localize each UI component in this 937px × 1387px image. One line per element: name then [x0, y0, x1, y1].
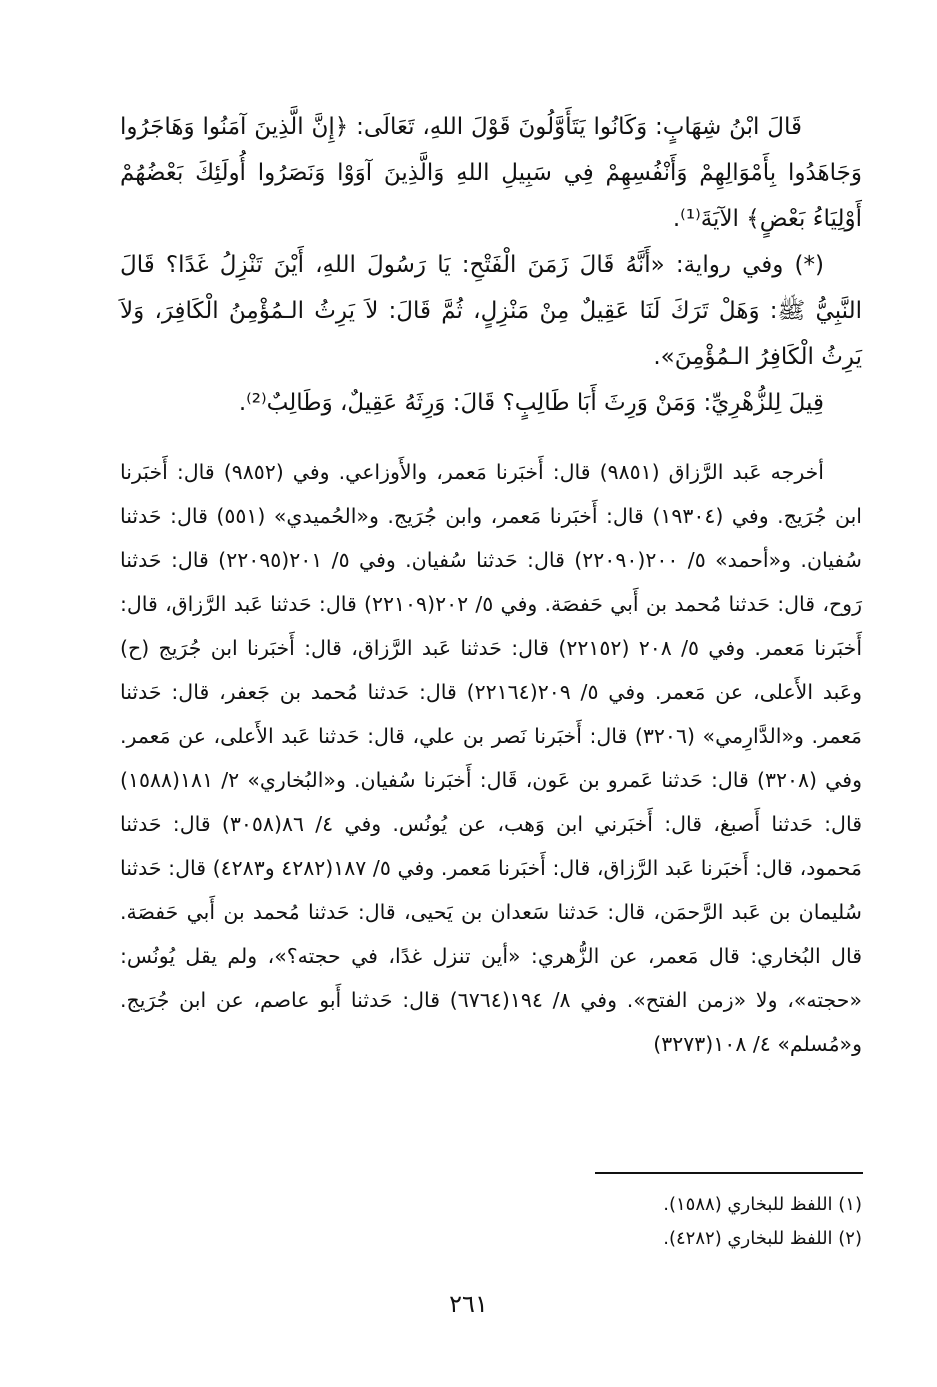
footnote-divider: [595, 1172, 863, 1174]
hadith-paragraph-3: قِيلَ لِلزُّهْرِيِّ: وَمَنْ وَرِثَ أَبَا طَالِبٍ؟ قَالَ: وَرِثَهُ عَقِيلٌ، وَطَالِبٌ⁽²⁾.: [238, 390, 824, 416]
hadith-paragraph-1: قَالَ ابْنُ شِهَابٍ: وَكَانُوا يَتَأَوَّلُونَ قَوْلَ اللهِ، تَعَالَى: ﴿إِنَّ الَّذِينَ آمَنُوا وَهَاجَرُوا وَجَاهَدُوا بِأَمْوَالِهِمْ وَأَنْفُسِهِمْ فِي سَبِيلِ اللهِ وَالَّذِينَ آوَوْا وَنَصَرُوا أُولَئِكَ بَعْضُهُمْ أَوْلِيَاءُ بَعْضٍ﴾ الآيَةَ⁽¹⁾.: [120, 114, 862, 232]
hadith-paragraph-2: (*) وفي رواية: «أَنَّهُ قَالَ زَمَنَ الْفَتْحِ: يَا رَسُولَ اللهِ، أَيْنَ تَنْزِلُ غَدًا؟ قَالَ النَّبِيُّ ﷺ: وَهَلْ تَرَكَ لَنَا عَقِيلٌ مِنْ مَنْزِلٍ، ثُمَّ قَالَ: لاَ يَرِثُ الـمُؤْمِنُ الْكَافِرَ، وَلاَ يَرِثُ الْكَافِرُ الـمُؤْمِنَ».: [120, 252, 862, 370]
footnote-2: (٢) اللفظ للبخاري (٤٢٨٢).: [663, 1228, 862, 1249]
takhrij-paragraph: أخرجه عَبد الرَّزاق (٩٨٥١) قال: أَخبَرنا مَعمر، والأَوزاعي. وفي (٩٨٥٢) قال: أَخبَرنا ابن جُرَيج. وفي (١٩٣٠٤) قال: أَخبَرنا مَعمر، وابن جُرَيج. و«الحُميدي» (٥٥١) قال: حَدثنا سُفيان. و«أحمد» ٥/ ٢٠٠(٢٢٠٩٠) قال: حَدثنا سُفيان. وفي ٥/ ٢٠١(٢٢٠٩٥) قال: حَدثنا رَوح، قال: حَدثنا مُحمد بن أَبي حَفصَة. وفي ٥/ ٢٠٢(٢٢١٠٩) قال: حَدثنا عَبد الرَّزاق، قال: أَخبَرنا مَعمر. وفي ٥/ ٢٠٨ (٢٢١٥٢) قال: حَدثنا عَبد الرَّزاق، قال: أَخبَرنا ابن جُرَيج (ح) وعَبد الأَعلى، عن مَعمر. وفي ٥/ ٢٠٩(٢٢١٦٤) قال: حَدثنا مُحمد بن جَعفر، قال: حَدثنا مَعمر. و«الدَّارِمي» (٣٢٠٦) قال: أَخبَرنا نَصر بن علي، قال: حَدثنا عَبد الأَعلى، عن مَعمر. وفي (٣٢٠٨) قال: حَدثنا عَمرو بن عَون، قَال: أَخبَرنا سُفيان. و«البُخاري» ٢/ ١٨١(١٥٨٨) قال: حَدثنا أَصبغ، قال: أَخبَرني ابن وَهب، عن يُونُس. وفي ٤/ ٨٦(٣٠٥٨) قال: حَدثنا مَحمود، قال: أَخبَرنا عَبد الرَّزاق، قال: أَخبَرنا مَعمر. وفي ٥/ ١٨٧(٤٢٨٢ و٤٢٨٣) قال: حَدثنا سُليمان بن عَبد الرَّحمَن، قال: حَدثنا سَعدان بن يَحيى، قال: حَدثنا مُحمد بن أَبي حَفصَة. قال البُخاري: قال مَعمر، عن الزُّهري: «أين تنزل غدًا، في حجته؟»، ولم يقل يُونُس: «حجته»، ولا «زمن الفتح». وفي ٨/ ١٩٤(٦٧٦٤) قال: حَدثنا أَبو عاصم، عن ابن جُرَيج. و«مُسلم» ٤/ ١٠٨(٣٢٧٣): [120, 460, 863, 1056]
page-number: ٢٦١: [449, 1290, 488, 1318]
takhrij-section: [120, 450, 862, 1066]
main-text: [120, 104, 862, 426]
footnotes: [120, 1188, 862, 1256]
footnote-1: (١) اللفظ للبخاري (١٥٨٨).: [663, 1194, 862, 1215]
